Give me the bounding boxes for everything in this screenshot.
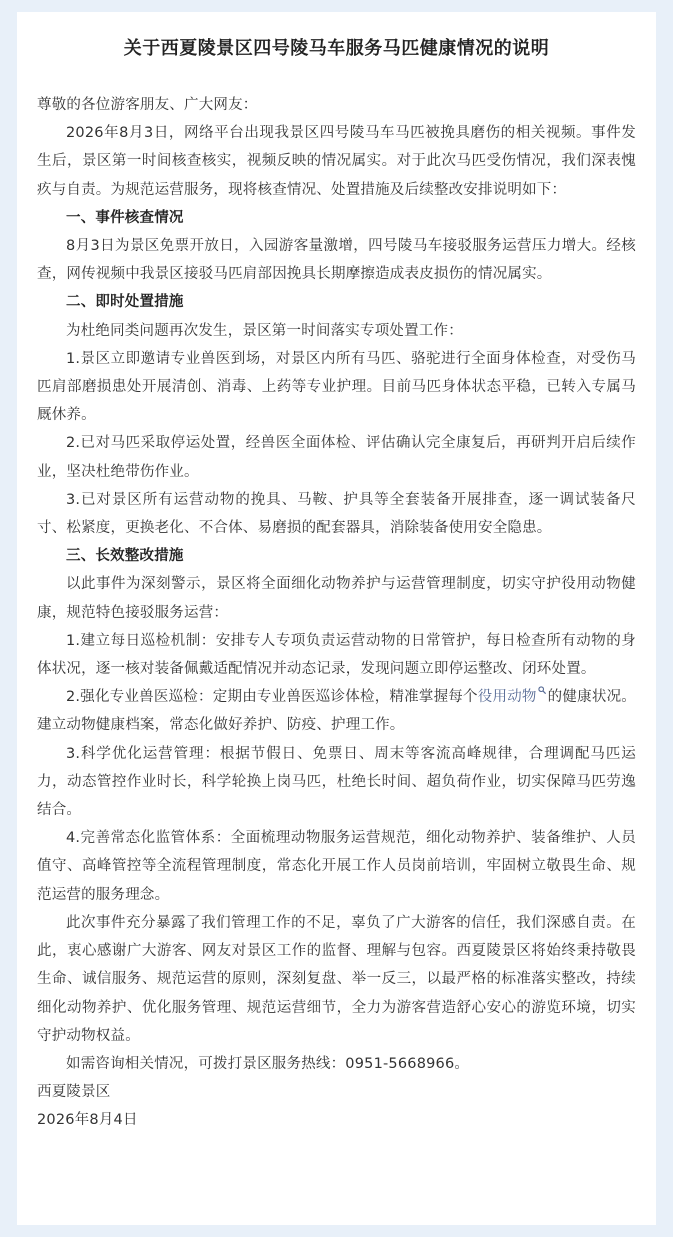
signature-org: 西夏陵景区: [37, 1084, 111, 1101]
section-heading-verification: 一、事件核查情况: [66, 209, 184, 226]
document-body: [37, 91, 636, 1135]
closing-paragraph: 此次事件充分暴露了我们管理工作的不足，辜负了广大游客的信任，我们深感自责。在此，衷心感谢广大游客、网友对景区工作的监督、理解与包容。西夏陵景区将始终秉持敬畏生命、诚信服务、规范运营的原则，深刻复盘、举一反三，以最严格的标准落实整改，持续细化动物养护、优化服务管理、规范运营细节，全力为游客营造舒心安心的游览环境，切实守护动物权益。: [37, 914, 636, 1044]
section-heading-immediate-measures: 二、即时处置措施: [66, 294, 184, 311]
document-page: [17, 12, 656, 1225]
signature-date: 2026年8月4日: [37, 1112, 138, 1129]
contact-hotline: 如需咨询相关情况，可拨打景区服务热线：0951-5668966。: [66, 1055, 470, 1072]
long-term-measure-item: [37, 683, 636, 739]
salutation: 尊敬的各位游客朋友、广大网友：: [37, 97, 258, 113]
working-animal-search-link[interactable]: 役用动物: [477, 689, 537, 706]
section-immediate-intro: 为杜绝同类问题再次发生，景区第一时间落实专项处置工作：: [66, 322, 463, 339]
document-title: 关于西夏陵景区四号陵马车服务马匹健康情况的说明: [123, 38, 550, 59]
search-icon[interactable]: [538, 683, 546, 695]
long-term-measure-item: 4.完善常态化监管体系：全面梳理动物服务运营规范，细化动物养护、装备维护、人员值守、高峰管控等全流程管理制度，常态化开展工作人员岗前培训，牢固树立敬畏生命、规范运营的服务理念。: [37, 830, 636, 903]
intro-paragraph: 2026年8月3日，网络平台出现我景区四号陵马车马匹被挽具磨伤的相关视频。事件发生后，景区第一时间核查核实，视频反映的情况属实。对于此次马匹受伤情况，我们深表愧疚与自责。为规范运营服务，现将核查情况、处置措施及后续整改安排说明如下：: [37, 125, 636, 198]
long-term-measure-item: 3.科学优化运营管理：根据节假日、免票日、周末等客流高峰规律，合理调配马匹运力，动态管控作业时长，科学轮换上岗马匹，杜绝长时间、超负荷作业，切实保障马匹劳逸结合。: [37, 745, 636, 819]
immediate-measure-item: 1.景区立即邀请专业兽医到场，对景区内所有马匹、骆驼进行全面身体检查，对受伤马匹肩部磨损患处开展清创、消毒、上药等专业护理。目前马匹身体状态平稳，已转入专属马厩休养。: [37, 350, 636, 424]
item2-text-before: 2.强化专业兽医巡检：定期由专业兽医巡诊体检，精准掌握每个: [66, 689, 478, 706]
section-verification-text: 8月3日为景区免票开放日，入园游客量激增，四号陵马车接驳服务运营压力增大。经核查，网传视频中我景区接驳马匹肩部因挽具长期摩擦造成表皮损伤的情况属实。: [37, 238, 636, 283]
long-term-measure-item: 1.建立每日巡检机制：安排专人专项负责运营动物的日常管护，每日检查所有动物的身体状况，逐一核对装备佩戴适配情况并动态记录，发现问题立即停运整改、闭环处置。: [37, 632, 636, 678]
section-heading-long-term-measures: 三、长效整改措施: [66, 548, 184, 565]
immediate-measure-item: 2.已对马匹采取停运处置，经兽医全面体检、评估确认完全康复后，再研判开启后续作业，坚决杜绝带伤作业。: [37, 435, 636, 480]
item2-text-after: 的健康状况。建立动物健康档案，常态化做好养护、防疫、护理工作。: [37, 689, 636, 734]
section-long-term-intro: 以此事件为深刻警示，景区将全面细化动物养护与运营管理制度，切实守护役用动物健康，规范特色接驳服务运营：: [37, 576, 636, 621]
immediate-measure-item: 3.已对景区所有运营动物的挽具、马鞍、护具等全套装备开展排查，逐一调试装备尺寸、松紧度，更换老化、不合体、易磨损的配套器具，消除装备使用安全隐患。: [37, 491, 636, 537]
